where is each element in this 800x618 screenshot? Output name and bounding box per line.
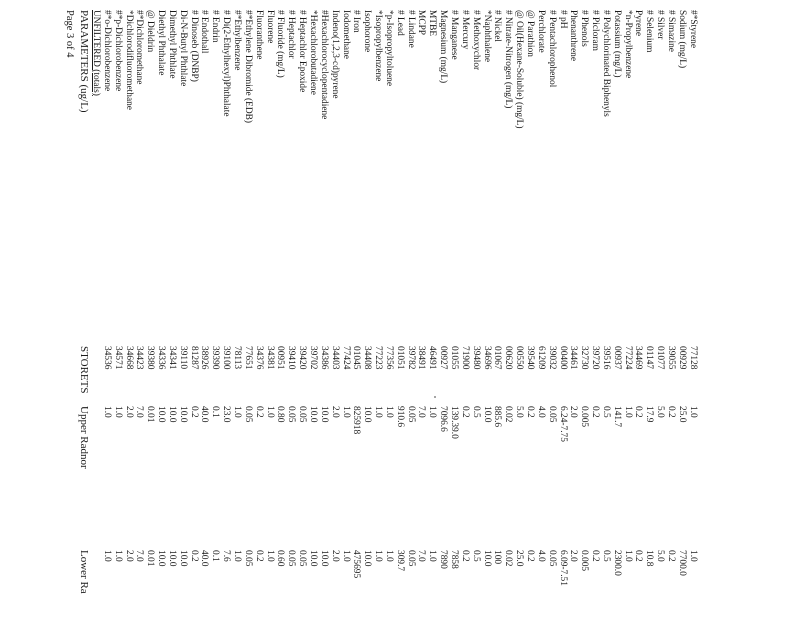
lower-radnor-cell: 1.0 [622,550,633,562]
parameter-cell: #*Ethylene Dibromide (EDB) [242,10,253,123]
table-row [666,6,676,606]
table-row [232,6,242,606]
upper-radnor-cell: 40.0 [199,406,210,423]
parameter-cell: MCPP [416,10,427,36]
storet-cell: 32730 [579,346,590,370]
upper-radnor-cell: 0.05 [286,406,297,423]
upper-radnor-cell: 0.2 [525,406,535,418]
table-row [482,6,492,606]
lower-radnor-cell: 1.0 [340,550,351,562]
upper-radnor-cell: 141.7 [611,406,622,428]
storet-cell: 39420 [297,346,308,370]
table-row [536,6,546,606]
storet-cell: 39540 [525,346,535,370]
lower-radnor-column-header: Lower Ra [78,550,90,594]
upper-radnor-cell: 5.0 [514,406,525,418]
parameter-cell: @ Dieldrin [145,10,156,53]
table-row [189,6,199,606]
table-row [330,6,340,606]
table-row [319,6,329,606]
table-row [221,6,231,606]
table-row [449,6,459,606]
lower-radnor-cell: 1.0 [373,550,384,562]
lower-radnor-cell: 0.5 [470,550,481,562]
parameter-cell: # Nickel [492,10,503,43]
upper-radnor-cell: 0.01 [145,406,156,423]
table-row [514,6,524,606]
lower-radnor-cell: 0.02 [503,550,514,567]
upper-radnor-cell: 7.0 [134,406,145,418]
storet-cell: 01067 [492,346,503,370]
table-row [579,6,589,606]
lower-radnor-cell: 0.2 [666,550,677,562]
table-row [286,6,296,606]
lower-radnor-cell: 0.2 [253,550,264,562]
upper-radnor-cell: 2.0 [123,406,134,418]
lower-radnor-cell: 1.0 [427,550,438,562]
storet-cell: 71900 [459,346,470,370]
lower-radnor-cell: 1.0 [264,550,275,562]
parameter-cell: # Simazine [666,10,677,52]
storet-cell: 00927 [438,346,449,370]
parameter-cell: # pH [557,10,568,29]
lower-radnor-cell: 4.0 [535,550,546,562]
table-row [156,6,166,606]
lower-radnor-cell: 1.0 [112,550,123,562]
scan-speck [434,396,436,398]
storet-cell: 39380 [145,346,156,370]
parameter-cell: # Nitrate-Nitrogen (mg/L) [503,10,514,109]
parameter-cell: # Heptachlor [286,10,297,59]
lower-radnor-cell: 10.0 [308,550,318,567]
parameter-cell: # Pentachlorophenol [546,10,557,88]
storet-cell: 46491 [427,346,438,370]
lower-radnor-cell: 7.6 [221,550,232,562]
parameter-cell: # Lead [394,10,405,36]
page-label: Page 3 of 4 [64,10,75,58]
lower-radnor-cell: 2300.0 [611,550,622,576]
upper-radnor-cell: 1.0 [373,406,384,418]
upper-radnor-cell: 4.0 [535,406,546,418]
lower-radnor-cell: 1.0 [687,550,698,562]
lower-radnor-cell: 0.05 [546,550,557,567]
storet-cell: 39480 [470,346,481,370]
lower-radnor-cell: 5.0 [655,550,666,562]
upper-radnor-cell: 0.05 [405,406,416,423]
upper-radnor-cell: 910.6 [394,406,405,428]
storet-cell: 39702 [308,346,318,370]
lower-radnor-cell: 10.8 [644,550,655,567]
lower-radnor-cell: 0.005 [579,550,590,572]
parameter-cell: #*Styrene [687,10,698,49]
parameter-cell: # Phenols [579,10,590,47]
parameter-cell: # Fluoride (mg/L) [275,10,286,78]
upper-radnor-cell: 10.0 [308,406,318,423]
upper-radnor-cell: 139.39.0 [449,406,460,439]
lower-radnor-cell: 10.0 [481,550,492,567]
storet-cell: 34571 [112,346,123,370]
parameter-cell: MTBE [427,10,438,37]
upper-radnor-cell: 1.0 [264,406,275,418]
upper-radnor-cell: 5.0 [655,406,666,418]
storet-cell: 77424 [340,346,351,370]
upper-radnor-cell: 0.2 [459,406,470,418]
lower-radnor-cell: 7700.0 [676,550,687,576]
table-row [341,6,351,606]
lower-radnor-cell: 0.2 [525,550,535,562]
table-row [644,6,654,606]
lower-radnor-cell: 1.0 [101,550,112,562]
storet-cell: 01055 [449,346,460,370]
lower-radnor-cell: 309.7 [394,550,405,572]
table-row [124,6,134,606]
upper-radnor-cell: 10.0 [318,406,329,423]
table-row [688,6,698,606]
upper-radnor-cell: 1.0 [622,406,633,418]
lower-radnor-cell: 475695 [351,550,362,579]
parameter-cell: *Naphthalene [481,10,492,63]
parameter-cell: Phenanthrene [568,10,579,62]
upper-radnor-cell: 10.0 [156,406,167,423]
table-row [243,6,253,606]
lower-radnor-cell: 0.2 [590,550,601,562]
table-row [200,6,210,606]
storet-cell: 00400 [557,346,568,370]
parameter-cell: UNFILTERED (totals) [91,10,101,96]
lower-radnor-cell: 10.0 [318,550,329,567]
lower-radnor-cell: 0.2 [188,550,199,562]
parameter-cell: *n-Propylbenzene [622,10,633,79]
parameter-cell: #*Dichloromethane [134,10,145,85]
storet-cell: 34408 [362,346,373,370]
storet-cell: 34536 [101,346,112,370]
lower-radnor-cell: 0.05 [405,550,416,567]
storet-cell: 00937 [611,346,622,370]
parameter-cell: *Isopropylbenzene [373,10,384,82]
lower-radnor-cell: 0.2 [459,550,470,562]
parameter-cell: # Endothall [199,10,210,54]
lower-radnor-cell: 0.01 [145,550,156,567]
table-row [275,6,285,606]
lower-radnor-cell: 7.0 [134,550,145,562]
upper-radnor-cell: 0.5 [470,406,481,418]
upper-radnor-cell: 1.0 [687,406,698,418]
storet-cell: 61209 [535,346,546,370]
table-row [406,6,416,606]
storet-cell: 34376 [253,346,264,370]
storet-cell: 78113 [232,346,243,370]
table-row [102,6,112,606]
lower-radnor-cell: 0.05 [242,550,253,567]
lower-radnor-cell: 40.0 [199,550,210,567]
table-row [373,6,383,606]
lower-radnor-cell: 100 [492,550,503,565]
parameter-cell: # Heptachlor Epoxide [297,10,308,93]
storet-cell: 77128 [687,346,698,370]
table-row [178,6,188,606]
storet-cell: 39782 [405,346,416,370]
table-row [113,6,123,606]
upper-radnor-cell: 0.5 [600,406,611,418]
storet-cell: 34423 [134,346,145,370]
table-row [460,6,470,606]
upper-radnor-cell: 0.05 [297,406,308,423]
upper-radnor-cell: 0.2 [633,406,644,418]
upper-radnor-cell: 7096.6 [438,406,449,432]
table-row [384,6,394,606]
upper-radnor-column-header: Upper Radnor [78,406,90,469]
storet-cell: 39032 [546,346,557,370]
table-row [297,6,307,606]
parameter-cell: @ Oil(Hexane-Soluble) (mg/L) [514,10,525,129]
storet-cell: 77356 [383,346,394,370]
parameter-cell: #*o-Dichlorobenzene [101,10,112,92]
upper-radnor-cell: 1.0 [232,406,243,418]
table-row [438,6,448,606]
parameter-cell: Isophorone [362,10,373,53]
storet-cell: 39110 [177,346,188,370]
table-row [471,6,481,606]
storet-cell: 77224 [622,346,633,370]
table-row [612,6,622,606]
table-row [362,6,372,606]
lower-radnor-cell: 7.0 [416,550,427,562]
parameter-cell: # Di(2-Ethylhexyl)Phthalate [221,10,232,117]
storet-cell: 01077 [655,346,666,370]
upper-radnor-cell: 0.02 [503,406,514,423]
parameter-cell: Fluoranthene [253,10,264,60]
parameter-cell: Iodomethane [340,10,351,59]
table-row [395,6,405,606]
parameter-cell: # Mercury [459,10,470,50]
storet-cell: 38926 [199,346,210,370]
parameters-column-header: PARAMETERS (ug/L) [78,10,90,113]
parameter-cell: Perchlorate [535,10,546,53]
lower-radnor-cell: 1.0 [383,550,394,562]
upper-radnor-cell: 1.0 [340,406,351,418]
upper-radnor-cell: 10.0 [362,406,373,423]
storet-cell: 00951 [275,346,286,370]
table-row [601,6,611,606]
parameter-cell: *Hexachlorobutadiene [308,10,318,95]
upper-radnor-cell: 17.9 [644,406,655,423]
storet-cell: 34461 [568,346,579,370]
storet-cell: 01147 [644,346,655,370]
parameter-cell: Pyrene [633,10,644,37]
parameter-cell: #*p-Dichlorobenzene [112,10,123,92]
lower-radnor-cell: 10.0 [362,550,373,567]
upper-radnor-cell: 0.2 [590,406,601,418]
upper-radnor-cell: 0.1 [210,406,221,418]
lower-radnor-cell: 7858 [449,550,460,569]
storet-cell: 00929 [676,346,687,370]
table-row [634,6,644,606]
lower-radnor-cell: 0.1 [210,550,221,562]
table-row [417,6,427,606]
parameter-cell: Potassium (mg/L) [611,10,622,78]
lower-radnor-cell: 0.2 [633,550,644,562]
storet-cell: 34381 [264,346,275,370]
storet-cell: 39055 [666,346,677,370]
upper-radnor-cell: 1.0 [101,406,112,418]
parameter-cell: Indeno(1,2,3-cd)pyrene [329,10,340,99]
storet-cell: 38491 [416,346,427,370]
table-row [134,6,144,606]
table-row [558,6,568,606]
upper-radnor-cell: 0.05 [242,406,253,423]
table-row [590,6,600,606]
table-row [427,6,437,606]
upper-radnor-cell: 10.0 [481,406,492,423]
storet-cell: 01051 [394,346,405,370]
storet-cell: 81287 [188,346,199,370]
table-row [167,6,177,606]
table-row [568,6,578,606]
storet-cell: 00620 [503,346,514,370]
table-row [547,6,557,606]
lower-radnor-cell: 0.05 [286,550,297,567]
parameter-cell: # Iron [351,10,362,33]
table-row [265,6,275,606]
rotated-document [0,6,793,606]
upper-radnor-cell: 825918 [351,406,362,435]
storet-cell: 34341 [166,346,177,370]
parameter-cell: # Dinoseb (DNBP) [188,10,199,82]
upper-radnor-cell: 6.24-7.75 [557,406,568,442]
upper-radnor-cell: 0.2 [253,406,264,418]
lower-radnor-cell: 2.0 [123,550,134,562]
table-row [525,6,535,606]
upper-radnor-cell: 2.0 [329,406,340,418]
storet-cell: 34336 [156,346,167,370]
upper-radnor-cell: 0.05 [546,406,557,423]
table-row [655,6,665,606]
lower-radnor-cell: 0.5 [600,550,611,562]
storet-cell: 39390 [210,346,221,370]
storet-cell: 00550 [514,346,525,370]
lower-radnor-cell: 2.0 [329,550,340,562]
parameter-cell: # Lindane [405,10,416,48]
storet-cell: 34386 [318,346,329,370]
storet-cell: 39100 [221,346,232,370]
table-row [308,6,318,606]
storet-cell: 39720 [590,346,601,370]
table-row [623,6,633,606]
table-row [492,6,502,606]
parameter-cell: #Hexachlorocyclopentadiene [318,10,329,120]
storet-cell: 39410 [286,346,297,370]
parameter-cell: *Dichlorodifluoromethane [123,10,134,110]
table-row [210,6,220,606]
lower-radnor-cell: 10.0 [177,550,188,567]
lower-radnor-cell: 1.0 [232,550,243,562]
parameter-cell: # Picloram [590,10,601,51]
storet-cell: 34696 [481,346,492,370]
upper-radnor-cell: 7.0 [416,406,427,418]
parameter-cell: Sodium (mg/L) [676,10,687,69]
table-row [677,6,687,606]
lower-radnor-cell: 0.60 [275,550,286,567]
upper-radnor-cell: 1.0 [112,406,123,418]
upper-radnor-cell: 0.005 [579,406,590,428]
storet-cell: 34403 [329,346,340,370]
parameter-cell: Diethyl Phthalate [156,10,167,76]
parameter-cell: # Silver [655,10,666,40]
parameter-cell: Fluorene [264,10,275,44]
table-row [503,6,513,606]
storet-cell: 01045 [351,346,362,370]
storet-cell: 39516 [600,346,611,370]
storet-cell: 77223 [373,346,384,370]
storet-cell: 34469 [633,346,644,370]
storet-cell: 34668 [123,346,134,370]
parameter-cell: Di-N-Butyl Phthlate [177,10,188,87]
upper-radnor-cell: 1.0 [427,406,438,418]
parameter-cell: # Endrin [210,10,221,43]
lower-radnor-cell: 10.0 [156,550,167,567]
upper-radnor-cell: 0.2 [188,406,199,418]
storet-cell: 77651 [242,346,253,370]
upper-radnor-cell: 0.2 [666,406,677,418]
upper-radnor-cell: 2.0 [568,406,579,418]
lower-radnor-cell: 10.0 [166,550,177,567]
upper-radnor-cell: 10.0 [177,406,188,423]
upper-radnor-cell: 0.80 [275,406,286,423]
lower-radnor-cell: 6.09-7.51 [557,550,568,586]
parameter-cell: # Manganese [449,10,460,60]
parameter-cell: # Methoxychlor [470,10,481,71]
upper-radnor-cell: 885.6 [492,406,503,428]
lower-radnor-cell: 0.05 [297,550,308,567]
parameter-cell: #*Ethylbenzene [232,10,243,71]
upper-radnor-cell: 10.0 [166,406,177,423]
parameter-cell: Dimethyl Phthlate [166,10,177,79]
table-row [91,6,101,606]
parameter-cell: *p-Isopropyltoluene [383,10,394,87]
lower-radnor-cell: 25.0 [514,550,525,567]
parameter-cell: # Polychlorinated Biphenyls [600,10,611,117]
table-row [351,6,361,606]
parameter-cell: # Selenium [644,10,655,53]
parameter-cell: Magnesium (mg/L) [438,10,449,84]
upper-radnor-cell: 1.0 [383,406,394,418]
table-row [145,6,155,606]
upper-radnor-cell: 23.0 [221,406,232,423]
table-row [254,6,264,606]
parameter-cell: @ Parathion [525,10,535,57]
lower-radnor-cell: 2.0 [568,550,579,562]
storets-column-header: STORETS [78,346,90,394]
upper-radnor-cell: 25.0 [676,406,687,423]
lower-radnor-cell: 7890 [438,550,449,569]
